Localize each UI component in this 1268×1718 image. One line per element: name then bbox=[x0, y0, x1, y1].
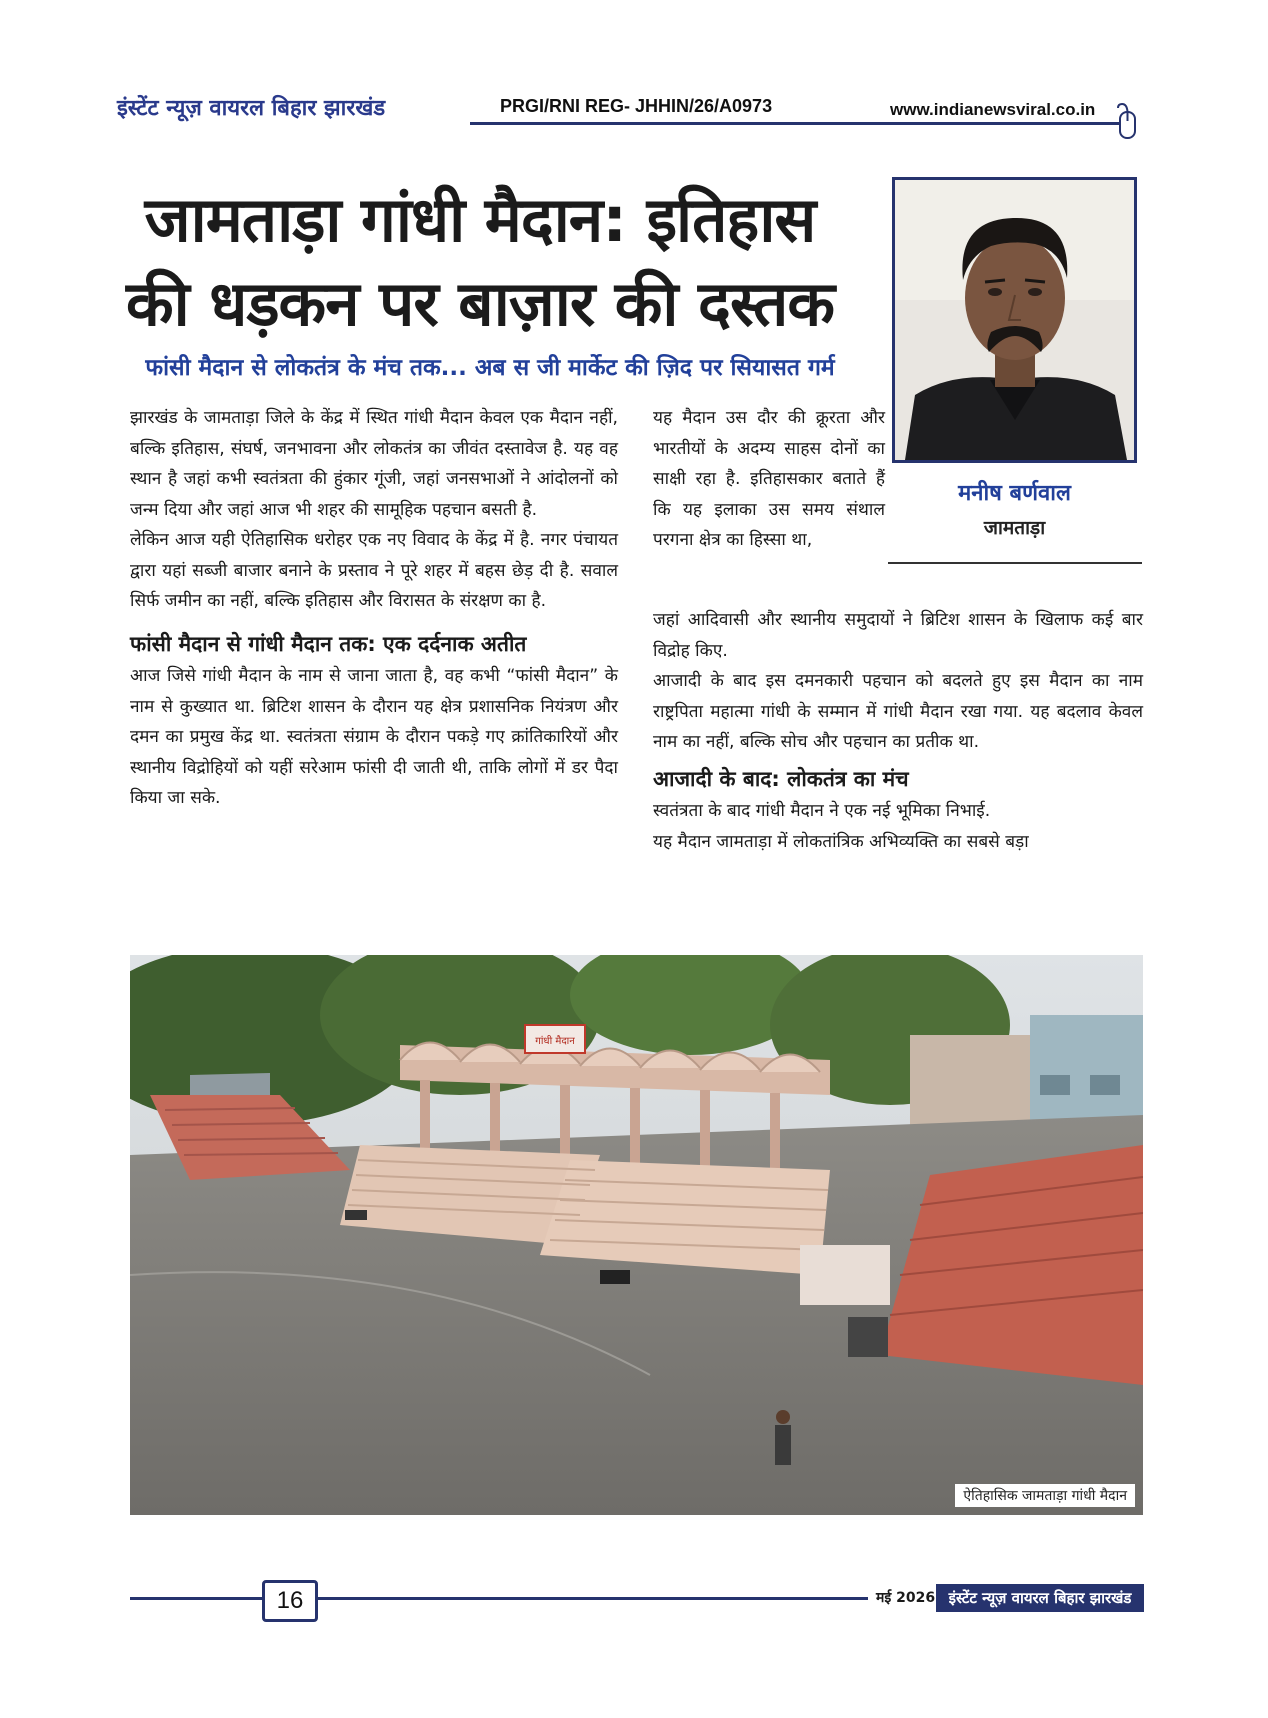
article-column-right-top bbox=[653, 403, 885, 556]
section-heading: फांसी मैदान से गांधी मैदान तक: एक दर्दनाक अतीत bbox=[130, 631, 527, 656]
stadium-sign: गांधी मैदान bbox=[535, 1036, 575, 1047]
photo-caption: ऐतिहासिक जामताड़ा गांधी मैदान bbox=[955, 1484, 1135, 1507]
article-column-left bbox=[130, 403, 618, 814]
page-number: 16 bbox=[262, 1580, 318, 1622]
author-portrait-illustration bbox=[895, 180, 1134, 460]
author-name: मनीष बर्णवाल bbox=[958, 481, 1071, 506]
article-subheadline: फांसी मैदान से लोकतंत्र के मंच तक... अब स जी मार्केट की ज़िद पर सियासत गर्म bbox=[145, 355, 835, 381]
gandhi-maidan-photo bbox=[130, 955, 1143, 1515]
section-heading: आजादी के बाद: लोकतंत्र का मंच bbox=[653, 766, 909, 791]
issue-date: मई 2026 bbox=[868, 1588, 943, 1607]
paragraph: लेकिन आज यही ऐतिहासिक धरोहर एक नए विवाद के केंद्र में है. नगर पंचायत द्वारा यहां सब्जी बाजार बनाने के प्रस्ताव ने पूरे शहर में बहस छेड़ दी है. सवाल सिर्फ जमीन का नहीं, बल्कि इतिहास और विरासत के संरक्षण का है. bbox=[130, 530, 618, 611]
website-link[interactable]: www.indianewsviral.co.in bbox=[890, 100, 1096, 119]
author-divider bbox=[888, 562, 1142, 564]
computer-mouse-icon bbox=[1116, 102, 1138, 140]
paragraph: यह मैदान उस दौर की क्रूरता और भारतीयों के अदम्य साहस दोनों का साक्षी रहा है. इतिहासकार बताते हैं कि यह इलाका उस समय संथाल परगना क्षेत्र का हिस्सा था, bbox=[653, 408, 885, 550]
footer-brand: इंस्टेंट न्यूज़ वायरल बिहार झारखंड bbox=[936, 1584, 1144, 1612]
paragraph: आजादी के बाद इस दमनकारी पहचान को बदलते हुए इस मैदान का नाम राष्ट्रपिता महात्मा गांधी के सम्मान में गांधी मैदान रखा गया. यह बदलाव केवल नाम का नहीं, बल्कि सोच और पहचान का प्रतीक था. bbox=[653, 671, 1143, 752]
header-rule bbox=[470, 122, 1122, 125]
author-location: जामताड़ा bbox=[983, 517, 1046, 539]
registration-number: PRGI/RNI REG- JHHIN/26/A0973 bbox=[500, 96, 773, 116]
paragraph: यह मैदान जामताड़ा में लोकतांत्रिक अभिव्यक्ति का सबसे बड़ा bbox=[653, 831, 1029, 852]
stadium-illustration bbox=[130, 955, 1143, 1515]
paragraph: आज जिसे गांधी मैदान के नाम से जाना जाता है, वह कभी “फांसी मैदान” के नाम से कुख्यात था. ब्रिटिश शासन के दौरान यह क्षेत्र प्रशासनिक नियंत्रण और दमन का प्रमुख केंद्र था. स्वतंत्रता संग्राम के दौरान पकड़े गए क्रांतिकारियों और स्थानीय विद्रोहियों को यहीं सरेआम फांसी दी जाती थी, ताकि लोगों में डर पैदा किया जा सके. bbox=[130, 666, 618, 808]
paragraph: स्वतंत्रता के बाद गांधी मैदान ने एक नई भूमिका निभाई. bbox=[653, 801, 991, 821]
author-photo bbox=[892, 177, 1137, 463]
article-column-right bbox=[653, 605, 1143, 857]
article-headline: जामताड़ा गांधी मैदान: इतिहास की धड़कन पर बाज़ार की दस्तक bbox=[125, 183, 835, 340]
paragraph: जहां आदिवासी और स्थानीय समुदायों ने ब्रिटिश शासन के खिलाफ कई बार विद्रोह किए. bbox=[653, 610, 1143, 661]
masthead-brand: इंस्टेंट न्यूज़ वायरल बिहार झारखंड bbox=[117, 96, 386, 121]
paragraph: झारखंड के जामताड़ा जिले के केंद्र में स्थित गांधी मैदान केवल एक मैदान नहीं, बल्कि इतिहास, संघर्ष, जनभावना और लोकतंत्र का जीवंत दस्तावेज है. यह वह स्थान है जहां कभी स्वतंत्रता की हुंकार गूंजी, जहां जनसभाओं ने आंदोलनों को जन्म दिया और जहां आज भी शहर की सामूहिक पहचान बसती है. bbox=[130, 408, 618, 520]
